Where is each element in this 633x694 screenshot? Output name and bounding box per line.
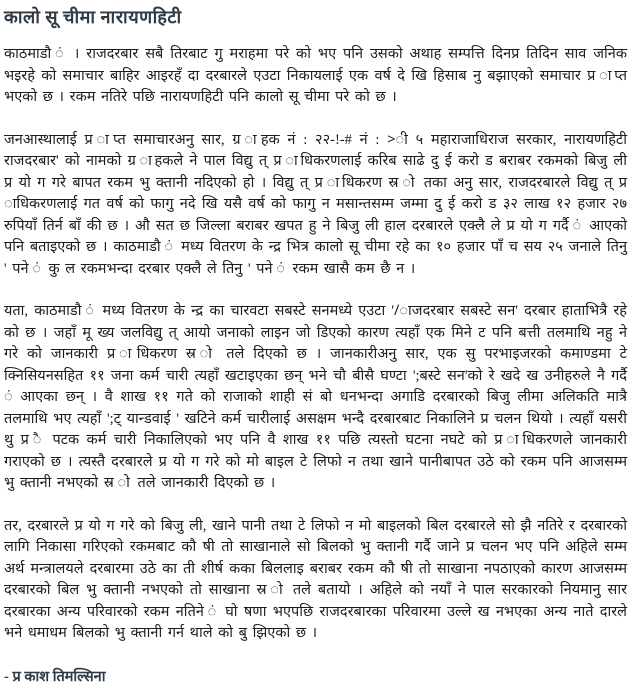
article-paragraph-1: काठमाडौ ं । राजदरबार सबै तिरबाट गु मराहमा परे को भए पनि उसको अथाह सम्पत्ति दिनप्र तिदिन साव जनिक भइरहे को समाचार बाहिर आइरहँ दा दरबारले एउटा निकायलाई एक वर्ष दे खि हिसाब नु बझाएको समाचार प्र ाप्त भएको छ । रकम नतिरे पछि नारायणहिटी पनि कालो सू चीमा परे को छ । <box>4 46 627 105</box>
article-paragraph-3: यता, काठमाडौ ं मध्य वितरण के न्द्र का चारवटा सबस्टे सनमध्ये एउटा '/ाजदरबार सबस्टे सन' दरबार हाताभित्रै रहे को छ । जहाँ मू ख्य जलविद्यु त् आयो जनाको लाइन जो डिएको कारण त्यहाँ एक मिने ट पनि बत्ती तलमाथि नहु ने गरे को जानकारी प्र ाधिकरण स्र ो तले दिएको छ । जानकारीअनु सार, एक सु परभाइजरको कमाण्डमा टे क्निसियनसहित ११ जना कर्म चारी त्यहाँ खटाइएका छन् भने चौ बीसै घण्टा ';बस्टे सन'को रे खदे ख उनीहरुले नै गर्दै ं आएका छन् । वै शाख ११ गते को राजाको शाही सं बो धनभन्दा अगाडि दरबारको बिजु लीमा अलिकति मात्रै तलमाथि भए त्यहाँ ';ट् यान्डवाई ' खटिने कर्म चारीलाई असक्षम भन्दै दरबारबाट निकालिने प्र चलन थियो । त्यहाँ यसरी थु प्र ै पटक कर्म चारी निकालिएको भए पनि वै शाख ११ पछि त्यस्तो घटना नघटे को प्र ाधिकरणले जानकारी गराएको छ । त्यस्तै दरबारले प्र यो ग गरे को मो बाइल टे लिफो न तथा खाने पानीबापत उठे को रकम पनि आजसम्म भु क्तानी नभएको स्र ो तले जानकारी दिएको छ । <box>4 303 627 491</box>
article-paragraph-2: जनआस्थालाई प्र ाप्त समाचारअनु सार, ग्र ाहक नं : २२-!-# नं : >ी ५ महाराजाधिराज सरकार, नारायणहिटी राजदरबार' को नामको ग्र ाहकले ने पाल विद्यु त् प्र ाधिकरणलाई करिब साढे दु ई करो ड बराबर रकमको बिजु ली प्र यो ग गरे बापत रकम भु क्तानी नदिएको हो । विद्यु त् प्र ाधिकरण स्र ो तका अनु सार, राजदरबारले विद्यु त् प्र ाधिकरणलाई गत वर्ष को फागु नदे खि यसै वर्ष को फागु न मसान्तसम्म जम्मा दु ई करो ड ३२ लाख १२ हजार २७ रुपियाँ तिर्न बाँ की छ । औ सत छ जिल्ला बराबर खपत हु ने बिजु ली हाल दरबारले एक्लै ले प्र यो ग गर्दै ं आएको पनि बताइएको छ । काठमाडौ ं मध्य वितरण के न्द्र भित्र कालो सू चीमा रहे का १० हजार पाँ च सय २५ जनाले तिनु ' पने ं कु ल रकमभन्दा दरबार एक्लै ले तिनु ' पने ं रकम खासै कम छै न । <box>4 131 627 277</box>
article-title: कालो सू चीमा नारायणहिटी <box>4 7 182 27</box>
author-byline: - प्र काश तिमल्सिना <box>4 668 106 685</box>
article-paragraph-4: तर, दरबारले प्र यो ग गरे को बिजु ली, खाने पानी तथा टे लिफो न मो बाइलको बिल दरबारले सो झै नतिरे र दरबारको लागि निकासा गरिएको रकमबाट कौ षी तो साखानाले सो बिलको भु क्तानी गर्दै जाने प्र चलन भए पनि अहिले सम्म अर्थ मन्त्रालयले दरबारमा उठे का ती शीर्ष कका बिललाइ बराबर रकम कौ षी तो साखाना नपठाएको कारण आजसम्म दरबारको बिल भु क्तानी नभएको तो साखाना स्र ो तले बतायो । अहिले को नयाँ ने पाल सरकारको नियमानु सार दरबारका अन्य परिवारको रकम नतिने ं घो षणा भएपछि राजदरबारका परिवारमा उल्ले ख नभएका अन्य नाते दारले भने धमाधम बिलको भु क्तानी गर्न थाले को बु झिएको छ । <box>4 517 627 641</box>
